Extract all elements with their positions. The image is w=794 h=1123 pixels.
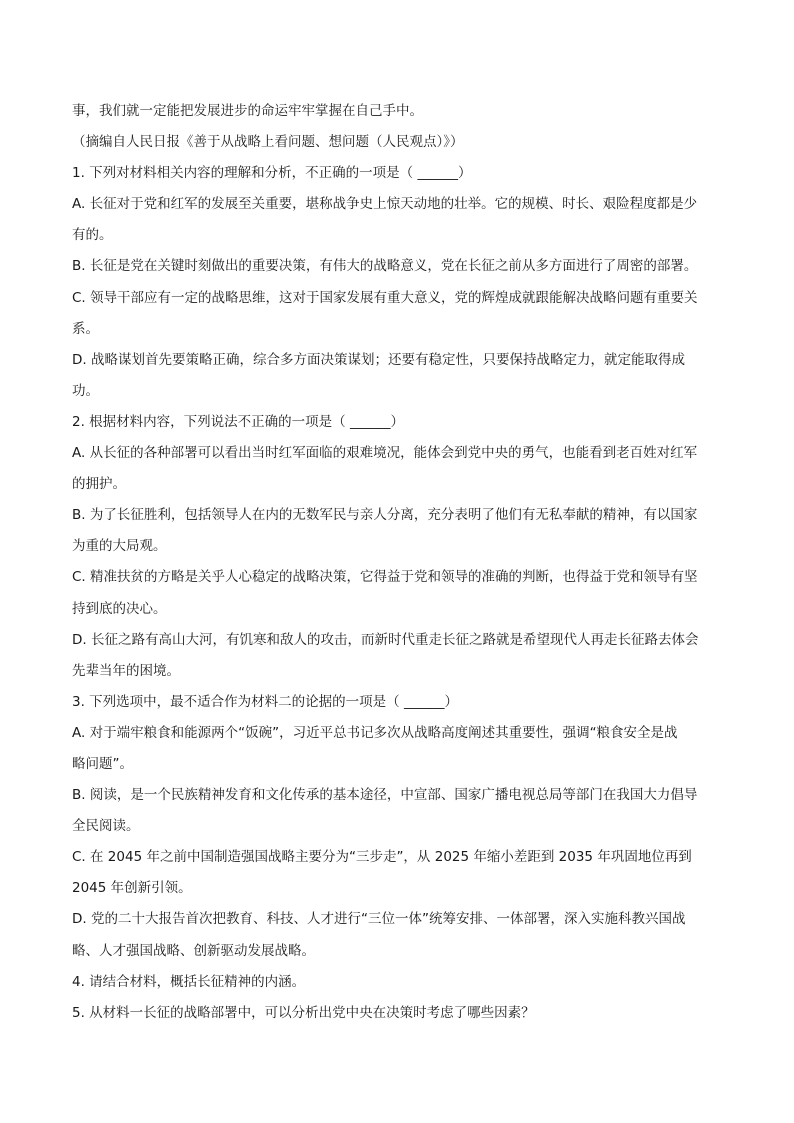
q3-option-b: B. 阅读，是一个民族精神发育和文化传承的基本途径，中宣部、国家广播电视总局等部门在我国大力倡导 (72, 787, 698, 804)
q3-option-d: D. 党的二十大报告首次把教育、科技、人才进行“三位一体”统筹安排、一体部署，深入实施科教兴国战 (72, 911, 686, 928)
q1-option-c-cont: 系。 (72, 320, 99, 337)
q3-option-d-cont: 略、人才强国战略、创新驱动发展战略。 (72, 942, 315, 959)
q1-option-a-cont: 有的。 (72, 227, 113, 244)
q2-option-d: D. 长征之路有高山大河，有饥寒和敌人的攻击，而新时代重走长征之路就是希望现代人再走长征路去体会 (72, 631, 699, 648)
q3-option-b-cont: 全民阅读。 (72, 818, 140, 835)
text-line: 事，我们就一定能把发展进步的命运牢牢掌握在自己手中。 (72, 103, 423, 119)
q2-option-a-cont: 的拥护。 (72, 476, 126, 493)
source-citation: （摘编自人民日报《善于从战略上看问题、想问题（人民观点）》） (72, 134, 464, 151)
q2-option-c: C. 精准扶贫的方略是关乎人心稳定的战略决策，它得益于党和领导的准确的判断，也得益于党和领导有坚 (72, 569, 698, 586)
q1-option-d: D. 战略谋划首先要策略正确，综合多方面决策谋划；还要有稳定性，只要保持战略定力，就定能取得成 (72, 351, 685, 368)
question-1: 1. 下列对材料相关内容的理解和分析，不正确的一项是（ ______） (72, 165, 472, 182)
q3-option-a: A. 对于端牢粮食和能源两个“饭碗”，习近平总书记多次从战略高度阐述其重要性，强调“粮食安全是战 (72, 724, 678, 741)
q1-option-b: B. 长征是党在关键时刻做出的重要决策，有伟大的战略意义，党在长征之前从多方面进行了周密的部署。 (72, 258, 698, 275)
q1-option-a: A. 长征对于党和红军的发展至关重要，堪称战争史上惊天动地的壮举。它的规模、时长、艰险程度都是少 (72, 196, 698, 213)
q2-option-b-cont: 为重的大局观。 (72, 538, 167, 555)
q3-option-c-cont: 2045 年创新引领。 (72, 880, 192, 897)
question-4: 4. 请结合材料，概括长征精神的内涵。 (72, 973, 306, 990)
q3-option-c: C. 在 2045 年之前中国制造强国战略主要分为“三步走”，从 2025 年缩小差距到 2035 年巩固地位再到 (72, 849, 692, 866)
q2-option-c-cont: 持到底的决心。 (72, 600, 167, 617)
question-3: 3. 下列选项中，最不适合作为材料二的论据的一项是（ ______） (72, 693, 458, 710)
q1-option-c: C. 领导干部应有一定的战略思维，这对于国家发展有重大意义，党的辉煌成就跟能解决战略问题有重要关 (72, 289, 698, 306)
q3-option-a-cont: 略问题”。 (72, 755, 133, 772)
q2-option-d-cont: 先辈当年的困境。 (72, 662, 180, 679)
q2-option-a: A. 从长征的各种部署可以看出当时红军面临的艰难境况，能体会到党中央的勇气，也能看到老百姓对红军 (72, 445, 698, 462)
question-5: 5. 从材料一长征的战略部署中，可以分析出党中央在决策时考虑了哪些因素？ (72, 1004, 535, 1021)
question-2: 2. 根据材料内容，下列说法不正确的一项是（ ______） (72, 413, 404, 430)
q2-option-b: B. 为了长征胜利，包括领导人在内的无数军民与亲人分离，充分表明了他们有无私奉献的精神，有以国家 (72, 507, 698, 524)
q1-option-d-cont: 功。 (72, 382, 99, 399)
document-body (72, 96, 722, 1029)
